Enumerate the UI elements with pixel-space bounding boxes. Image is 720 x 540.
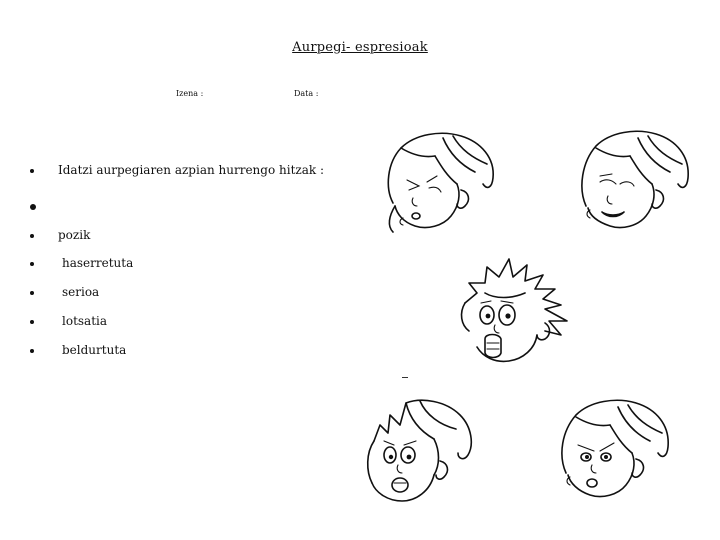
girl-face-angry-icon: [556, 393, 680, 505]
divider: [402, 377, 408, 378]
girl-face-frightened-icon: [360, 395, 482, 507]
bullet-icon: [30, 204, 36, 210]
page-title: Aurpegi- espresioak: [292, 40, 428, 55]
bullet-icon: [30, 234, 34, 238]
bullet-icon: [30, 320, 34, 324]
name-label: Izena :: [176, 89, 204, 98]
bullet-icon: [30, 349, 34, 353]
bullet-icon: [30, 291, 34, 295]
girl-face-eyes-closed-icon: [383, 128, 499, 234]
bullet-icon: [30, 262, 34, 266]
date-label: Data :: [294, 89, 319, 98]
boy-face-surprised-icon: [455, 253, 583, 365]
bullet-icon: [30, 169, 34, 173]
girl-face-smiling-icon: [578, 126, 694, 234]
